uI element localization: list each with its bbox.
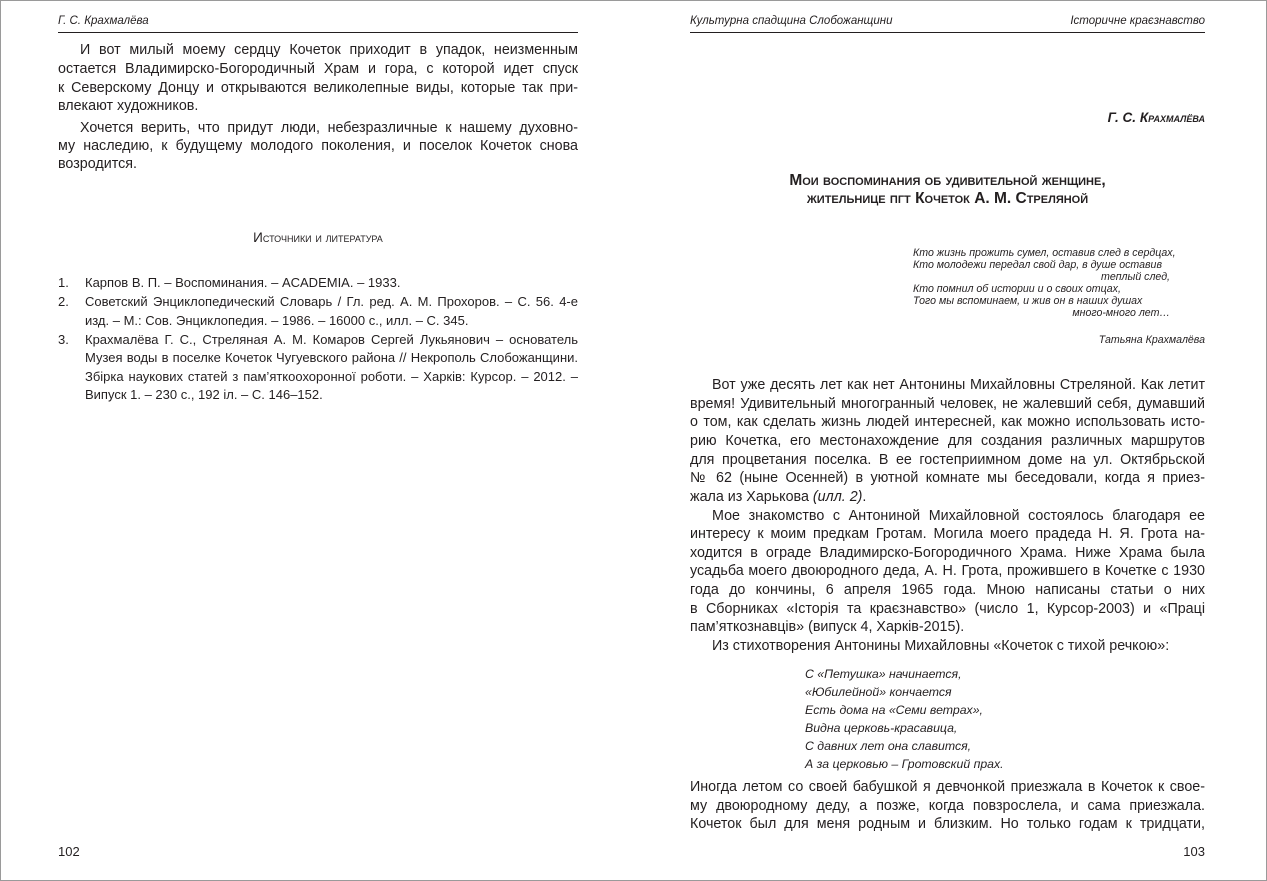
body-line <box>690 562 1205 580</box>
reference-line: изд. – М.: Сов. Энциклопедия. – 1986. – 16000 с., илл. – С. 345. <box>85 313 469 328</box>
body-line: И вот милый моему сердцу Кочеток приходит в упадок, неизменным <box>80 42 578 58</box>
header-rule <box>690 32 1205 33</box>
body-line <box>690 395 1205 413</box>
body-line-text: Из стихотворения Антонины Михайловны «Кочеток с тихой речкою»: <box>712 638 1170 654</box>
poem-line: «Юбилейной» кончается <box>805 685 952 699</box>
epigraph-line: Того мы вспоминаем, и жив он в наших душах <box>913 295 1143 307</box>
illustration-reference[interactable]: (илл. 2) <box>812 489 863 505</box>
body-line-text: жала из Харькова <box>690 489 809 505</box>
reference-line: Крахмалёва Г. С., Стреляная А. М. Комаров Сергей Лукьянович – основатель <box>85 332 578 347</box>
body-line <box>690 618 1205 636</box>
body-line <box>690 581 1205 599</box>
reference-line: Советский Энциклопедический Словарь / Гл. ред. А. М. Прохоров. – С. 56. 4-е <box>85 294 578 309</box>
body-line: возродится. <box>58 156 137 172</box>
epigraph-line: Кто помнил об истории и о своих отцах, <box>913 283 1121 295</box>
body-line: Кочеток был для меня родным и близким. Но только годам к тридцати, <box>690 816 1205 832</box>
title-line: жительнице пгт Кочеток А. М. Стреляной <box>806 190 1089 207</box>
body-line-text: для процветания поселка. В ее гостеприимном доме на ул. Октябрьской <box>690 452 1205 468</box>
reference-line: Карпов В. П. – Воспоминания. – ACADEMIA. – 1933. <box>85 275 401 290</box>
body-line: му наследию, к будущему молодого поколения, и поселок Кочеток снова <box>58 138 578 154</box>
poem-line: С «Петушка» начинается, <box>805 667 962 681</box>
epigraph-line: много-много лет… <box>1072 307 1170 319</box>
page-number-left: 102 <box>58 844 80 859</box>
body-line <box>690 469 1205 487</box>
body-line: жала из Харькова (илл. 2). <box>690 489 867 505</box>
body-line: му двоюродному деду, а позже, когда повзрослела, и сама приезжала. <box>690 798 1205 814</box>
running-head-section: Історичне краєзнавство <box>1070 15 1205 27</box>
body-line: влекают художников. <box>58 98 199 114</box>
body-line-text: рию Кочетка, его местонахождение для создания различных маршрутов <box>690 433 1205 449</box>
body-line <box>690 451 1205 469</box>
poem-line: Видна церковь-красавица, <box>805 721 958 735</box>
body-line-text: о том, как сделать жизнь людей интересней, как можно использовать исто- <box>690 414 1205 430</box>
body-line <box>690 525 1205 543</box>
body-line-text: Вот уже десять лет как нет Антонины Михайловны Стреляной. Как летит <box>712 377 1205 393</box>
body-line <box>690 432 1205 450</box>
title-line: Мои воспоминания об удивительной женщине, <box>789 172 1106 189</box>
sources-heading: Источники и литература <box>253 230 383 245</box>
poem-line: С давних лет она славится, <box>805 739 972 753</box>
body-line-text: года до кончины, 6 апреля 1965 года. Мною написаны статьи о них <box>690 582 1205 598</box>
body-line-text: усадьба моего двоюродного деда, А. Н. Грота, прожившего в Кочетке с 1930 <box>690 563 1205 579</box>
reference-number: 3. <box>58 332 69 347</box>
running-head-collection: Культурна спадщина Слобожанщини <box>690 15 893 27</box>
header-rule <box>58 32 578 33</box>
reference-line: Музея воды в поселке Кочеток Чугуевского района // Некрополь Слобожанщини. <box>85 350 578 365</box>
body-line: к Северскому Донцу и открываются великолепные виды, которые так при- <box>58 80 578 96</box>
epigraph-line: Кто молодежи передал свой дар, в душе оставив <box>913 259 1162 271</box>
body-line-text: ходится в ограде Владимирско-Богородичного Храма. Ниже Храма была <box>690 545 1205 561</box>
body-line: Хочется верить, что придут люди, небезразличные к нашему духовно- <box>80 120 578 136</box>
reference-number: 2. <box>58 294 69 309</box>
running-head-author: Г. С. Крахмалёва <box>58 15 149 27</box>
page-number-right: 103 <box>1183 844 1205 859</box>
body-line <box>712 637 1205 655</box>
epigraph-line: Кто жизнь прожить сумел, оставив след в сердцах, <box>913 247 1176 259</box>
body-line <box>690 413 1205 431</box>
article-author: Г. С. Крахмалёва <box>1107 110 1205 125</box>
body-line-text: интересу к моим предкам Гротам. Могила моего прадеда Н. Я. Грота на- <box>690 526 1205 542</box>
body-line: Иногда летом со своей бабушкой я девчонкой приезжала в Кочеток к свое- <box>690 779 1205 795</box>
body-line-text: время! Удивительный многогранный человек, не жалевший себя, думавший <box>690 396 1205 412</box>
body-line-text: № 62 (ныне Осенней) в уютной комнате мы беседовали, когда я приез- <box>690 470 1205 486</box>
epigraph-line: теплый след, <box>1101 271 1170 283</box>
body-line <box>690 600 1205 618</box>
body-line-text: в Сборниках «Історія та краєзнавство» (число 1, Курсор-2003) и «Праці <box>690 601 1205 617</box>
epigraph-author: Татьяна Крахмалёва <box>1098 334 1205 346</box>
body-line <box>690 544 1205 562</box>
reference-line: Випуск 1. – 230 с., 192 іл. – С. 146–152. <box>85 387 323 402</box>
body-line-text: пам’яткознавців» (випуск 4, Харків-2015). <box>690 619 965 635</box>
body-line-text: Мое знакомство с Антониной Михайловной состоялось благодаря ее <box>712 508 1205 524</box>
body-line <box>712 376 1205 394</box>
body-line <box>712 507 1205 525</box>
reference-number: 1. <box>58 275 69 290</box>
reference-line: Збірка наукових статей з пам’яткоохоронної роботи. – Харків: Курсор. – 2012. – <box>85 369 578 384</box>
poem-line: Есть дома на «Семи ветрах», <box>805 703 983 717</box>
poem-line: А за церковью – Гротовский прах. <box>805 757 1004 771</box>
body-line: остается Владимирско-Богородичный Храм и гора, с которой идет спуск <box>58 61 578 77</box>
